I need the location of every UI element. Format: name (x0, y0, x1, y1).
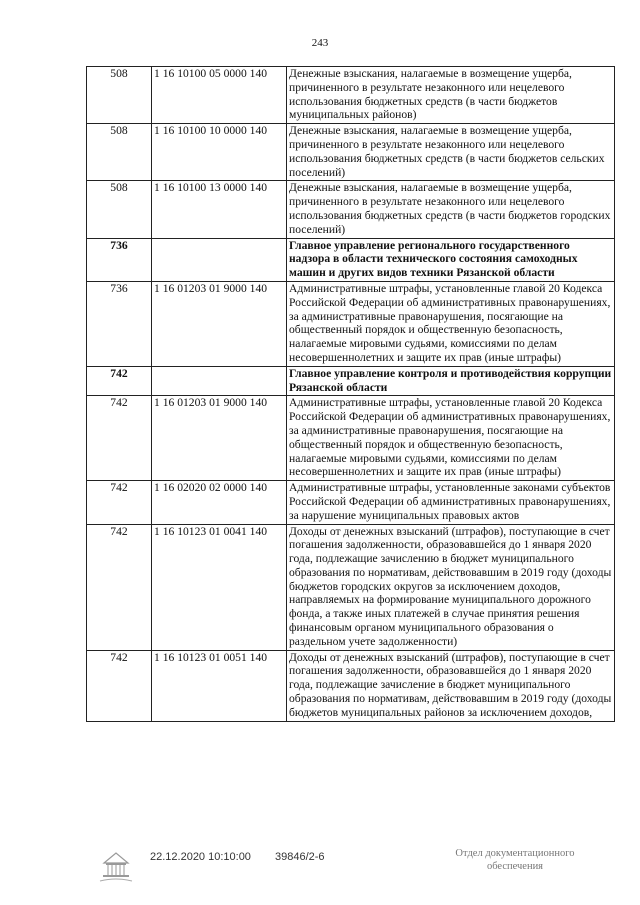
table-row (87, 281, 615, 366)
revenue-code-cell: 1 16 10100 05 0000 140 (152, 67, 287, 124)
admin-code-cell: 742 (87, 524, 152, 650)
duma-building-logo-icon (96, 847, 136, 885)
revenue-code-cell: 1 16 01203 01 9000 140 (152, 396, 287, 481)
admin-code-cell: 508 (87, 67, 152, 124)
revenue-code-cell: 1 16 10123 01 0051 140 (152, 650, 287, 721)
description-cell: Доходы от денежных взысканий (штрафов), поступающие в счет погашения задолженности, образовавшейся до 1 января 2020 года, подлежащие зачислению в бюджет муниципального образования по нормативам, действовавшим в 2019 году (доходы бюджетов городских округов за исключением доходов, направляемых на формирование муниципального дорожного фонда, а также иных платежей в случае принятия решения финансовым органом муниципального образования о раздельном учете задолженности) (287, 524, 615, 650)
revenue-code-cell: 1 16 02020 02 0000 140 (152, 481, 287, 524)
revenue-code-cell: 1 16 10100 10 0000 140 (152, 124, 287, 181)
table-row (87, 396, 615, 481)
description-cell: Денежные взыскания, налагаемые в возмещение ущерба, причиненного в результате незаконного или нецелевого использования бюджетных средств (в части бюджетов муниципальных районов) (287, 67, 615, 124)
page-number: 243 (311, 37, 329, 49)
table-row (87, 650, 615, 721)
page-footer (0, 845, 640, 895)
administrator-name-cell: Главное управление контроля и противодействия коррупции Рязанской области (287, 366, 615, 396)
revenue-code-cell (152, 366, 287, 396)
revenue-code-cell: 1 16 10123 01 0041 140 (152, 524, 287, 650)
description-cell: Административные штрафы, установленные главой 20 Кодекса Российской Федерации об административных правонарушениях, за административные правонарушения, посягающие на общественный порядок и общественную безопасность, налагаемые мировыми судьями, комиссиями по делам несовершеннолетних и защите их прав (иные штрафы) (287, 281, 615, 366)
revenue-code-cell: 1 16 01203 01 9000 140 (152, 281, 287, 366)
department-stamp (420, 847, 610, 873)
section-header-row (87, 238, 615, 281)
description-cell: Административные штрафы, установленные главой 20 Кодекса Российской Федерации об административных правонарушениях, за административные правонарушения, посягающие на общественный порядок и общественную безопасность, налагаемые мировыми судьями, комиссиями по делам несовершеннолетних и защите их прав (иные штрафы) (287, 396, 615, 481)
admin-code-cell: 736 (87, 238, 152, 281)
administrator-name-cell: Главное управление регионального государственного надзора в области технического состояния самоходных машин и других видов техники Рязанской области (287, 238, 615, 281)
table-row (87, 67, 615, 124)
admin-code-cell: 736 (87, 281, 152, 366)
description-cell: Денежные взыскания, налагаемые в возмещение ущерба, причиненного в результате незаконного или нецелевого использования бюджетных средств (в части бюджетов городских поселений) (287, 181, 615, 238)
table-row (87, 524, 615, 650)
admin-code-cell: 742 (87, 396, 152, 481)
registration-date: 22.12.2020 10:10:00 (150, 851, 251, 863)
admin-code-cell: 508 (87, 181, 152, 238)
section-header-row (87, 366, 615, 396)
admin-code-cell: 508 (87, 124, 152, 181)
department-stamp-line: обеспечения (486, 861, 544, 872)
description-cell: Денежные взыскания, налагаемые в возмещение ущерба, причиненного в результате незаконного или нецелевого использования бюджетных средств (в части бюджетов сельских поселений) (287, 124, 615, 181)
department-stamp-line: Отдел документационного (455, 848, 575, 859)
description-cell: Доходы от денежных взысканий (штрафов), поступающие в счет погашения задолженности, образовавшейся до 1 января 2020 года, подлежащие зачисление в бюджет муниципального образования по нормативам, действовавшим в 2019 году (доходы бюджетов муниципальных районов за исключением доходов, (287, 650, 615, 721)
description-cell: Административные штрафы, установленные законами субъектов Российской Федерации об административных правонарушениях, за нарушение муниципальных правовых актов (287, 481, 615, 524)
admin-code-cell: 742 (87, 481, 152, 524)
table-row (87, 124, 615, 181)
revenue-code-cell: 1 16 10100 13 0000 140 (152, 181, 287, 238)
table-row (87, 181, 615, 238)
revenue-code-table (86, 66, 615, 722)
registration-number: 39846/2-6 (275, 851, 325, 863)
admin-code-cell: 742 (87, 366, 152, 396)
table-row (87, 481, 615, 524)
admin-code-cell: 742 (87, 650, 152, 721)
revenue-code-cell (152, 238, 287, 281)
